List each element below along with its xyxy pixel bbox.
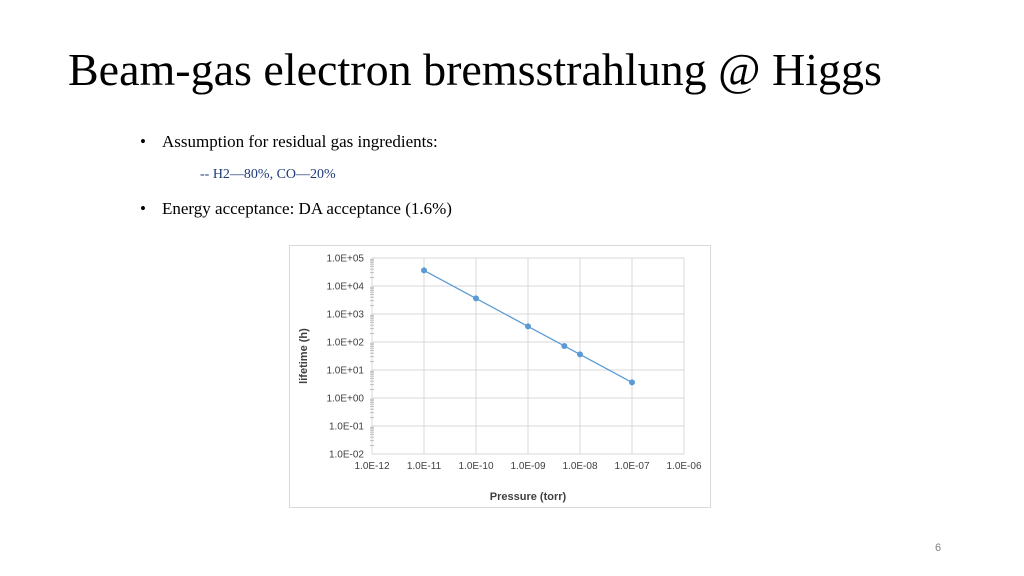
- page-number: 6: [935, 542, 942, 554]
- data-point: [561, 343, 567, 349]
- y-tick-label: 1.0E-01: [328, 421, 364, 433]
- gas-composition-text: -- H2—80%, CO—20%: [200, 167, 336, 182]
- bullet-marker: •: [140, 199, 146, 218]
- y-axis-title: lifetime (h): [298, 328, 310, 384]
- data-point: [421, 267, 427, 273]
- data-point: [577, 351, 583, 357]
- y-tick-label: 1.0E+00: [326, 393, 364, 405]
- x-tick-label: 1.0E-09: [510, 461, 546, 472]
- y-tick-label: 1.0E+03: [326, 309, 364, 321]
- slide-title: Beam-gas electron bremsstrahlung @ Higgs: [68, 44, 882, 95]
- x-tick-label: 1.0E-07: [614, 461, 650, 472]
- data-point: [525, 323, 531, 329]
- y-tick-label: 1.0E+01: [326, 365, 364, 377]
- bullet-text: Energy acceptance: DA acceptance (1.6%): [162, 199, 452, 218]
- bullet-gas-ingredients: [140, 131, 438, 153]
- data-point: [629, 379, 635, 385]
- lifetime-vs-pressure-chart: [289, 245, 711, 508]
- bullet-text: Assumption for residual gas ingredients:: [162, 132, 438, 151]
- bullet-marker: •: [140, 132, 146, 151]
- x-tick-label: 1.0E-11: [406, 461, 442, 472]
- y-tick-label: 1.0E-02: [328, 449, 364, 461]
- x-tick-label: 1.0E-10: [458, 461, 494, 472]
- x-axis-title: Pressure (torr): [489, 491, 567, 503]
- y-tick-label: 1.0E+02: [326, 337, 364, 349]
- chart-svg: [290, 246, 712, 509]
- y-tick-label: 1.0E+05: [326, 253, 364, 265]
- data-point: [473, 295, 479, 301]
- x-tick-label: 1.0E-06: [666, 461, 702, 472]
- x-tick-label: 1.0E-12: [354, 461, 390, 472]
- x-tick-label: 1.0E-08: [562, 461, 598, 472]
- y-tick-label: 1.0E+04: [326, 281, 364, 293]
- bullet-energy-acceptance: [140, 198, 452, 220]
